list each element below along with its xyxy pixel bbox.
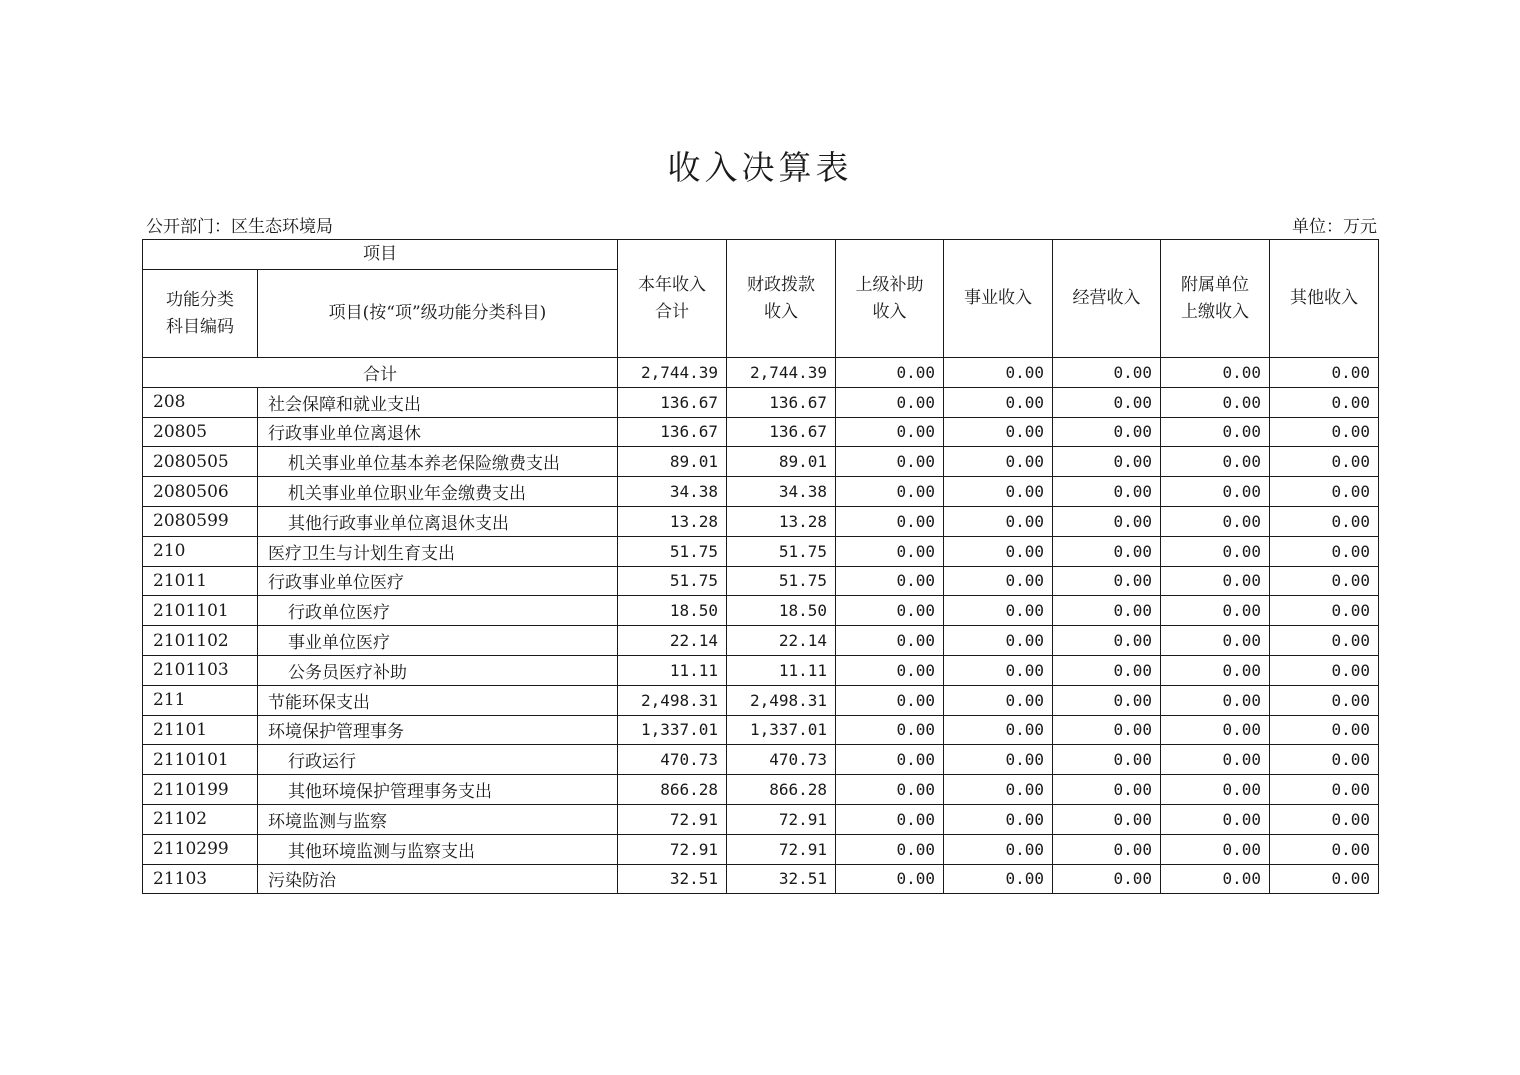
row-value: 0.00 bbox=[1161, 834, 1270, 864]
total-cell: 0.00 bbox=[1053, 358, 1161, 388]
row-value: 0.00 bbox=[836, 596, 944, 626]
row-value: 18.50 bbox=[618, 596, 727, 626]
row-value: 11.11 bbox=[727, 655, 836, 685]
row-value: 0.00 bbox=[1270, 864, 1379, 894]
row-value: 136.67 bbox=[727, 387, 836, 417]
row-value: 0.00 bbox=[944, 715, 1053, 745]
total-cell: 2,744.39 bbox=[727, 358, 836, 388]
row-value: 0.00 bbox=[1161, 804, 1270, 834]
row-value: 0.00 bbox=[1161, 417, 1270, 447]
row-value: 0.00 bbox=[1270, 626, 1379, 656]
row-value: 34.38 bbox=[618, 477, 727, 507]
row-value: 0.00 bbox=[1270, 685, 1379, 715]
row-value: 0.00 bbox=[944, 775, 1053, 805]
row-value: 0.00 bbox=[944, 506, 1053, 536]
row-value: 0.00 bbox=[1270, 506, 1379, 536]
table-row bbox=[143, 477, 1379, 507]
row-value: 0.00 bbox=[836, 775, 944, 805]
row-code: 2101102 bbox=[143, 626, 258, 656]
row-value: 0.00 bbox=[944, 477, 1053, 507]
header-superior: 上级补助 收入 bbox=[836, 240, 944, 358]
unit-label: 单位：万元 bbox=[1292, 217, 1377, 237]
header-other: 其他收入 bbox=[1270, 240, 1379, 358]
row-value: 0.00 bbox=[1053, 417, 1161, 447]
row-code: 2101101 bbox=[143, 596, 258, 626]
row-value: 0.00 bbox=[836, 655, 944, 685]
row-value: 0.00 bbox=[1053, 745, 1161, 775]
row-value: 0.00 bbox=[1053, 775, 1161, 805]
row-value: 13.28 bbox=[727, 506, 836, 536]
row-value: 0.00 bbox=[1270, 745, 1379, 775]
table-row bbox=[143, 506, 1379, 536]
row-name: 事业单位医疗 bbox=[258, 626, 618, 656]
row-value: 89.01 bbox=[727, 447, 836, 477]
row-value: 32.51 bbox=[618, 864, 727, 894]
row-value: 0.00 bbox=[944, 685, 1053, 715]
row-value: 0.00 bbox=[1270, 387, 1379, 417]
row-code: 2080505 bbox=[143, 447, 258, 477]
row-value: 0.00 bbox=[1270, 447, 1379, 477]
row-name: 环境监测与监察 bbox=[258, 804, 618, 834]
row-value: 0.00 bbox=[1161, 715, 1270, 745]
row-value: 0.00 bbox=[1270, 417, 1379, 447]
row-value: 0.00 bbox=[1053, 685, 1161, 715]
row-value: 72.91 bbox=[727, 834, 836, 864]
row-name: 行政运行 bbox=[258, 745, 618, 775]
row-value: 0.00 bbox=[1161, 745, 1270, 775]
total-cell: 0.00 bbox=[836, 358, 944, 388]
row-value: 0.00 bbox=[944, 626, 1053, 656]
row-value: 1,337.01 bbox=[618, 715, 727, 745]
total-label: 合计 bbox=[143, 358, 618, 388]
table-row bbox=[143, 775, 1379, 805]
row-code: 211 bbox=[143, 685, 258, 715]
row-value: 0.00 bbox=[1053, 864, 1161, 894]
row-value: 0.00 bbox=[1053, 596, 1161, 626]
row-value: 0.00 bbox=[1053, 804, 1161, 834]
row-value: 0.00 bbox=[1053, 626, 1161, 656]
row-value: 0.00 bbox=[1161, 655, 1270, 685]
row-value: 0.00 bbox=[1270, 566, 1379, 596]
total-cell: 0.00 bbox=[1161, 358, 1270, 388]
row-value: 72.91 bbox=[618, 834, 727, 864]
header-fiscal: 财政拨款 收入 bbox=[727, 240, 836, 358]
row-value: 51.75 bbox=[727, 566, 836, 596]
row-value: 0.00 bbox=[1053, 715, 1161, 745]
header-name: 项目(按“项”级功能分类科目) bbox=[258, 270, 618, 358]
row-value: 0.00 bbox=[836, 834, 944, 864]
row-value: 51.75 bbox=[618, 536, 727, 566]
row-code: 2110299 bbox=[143, 834, 258, 864]
row-value: 0.00 bbox=[944, 804, 1053, 834]
row-value: 0.00 bbox=[1161, 447, 1270, 477]
row-value: 0.00 bbox=[1161, 685, 1270, 715]
row-value: 0.00 bbox=[1270, 804, 1379, 834]
row-value: 0.00 bbox=[1053, 834, 1161, 864]
table-row bbox=[143, 387, 1379, 417]
table-row bbox=[143, 745, 1379, 775]
row-value: 0.00 bbox=[1270, 477, 1379, 507]
row-value: 0.00 bbox=[1053, 655, 1161, 685]
row-name: 其他环境保护管理事务支出 bbox=[258, 775, 618, 805]
row-name: 行政单位医疗 bbox=[258, 596, 618, 626]
row-value: 0.00 bbox=[836, 566, 944, 596]
row-value: 0.00 bbox=[836, 745, 944, 775]
row-name: 行政事业单位医疗 bbox=[258, 566, 618, 596]
row-value: 0.00 bbox=[836, 804, 944, 834]
row-value: 0.00 bbox=[1053, 477, 1161, 507]
row-value: 51.75 bbox=[618, 566, 727, 596]
row-code: 2080599 bbox=[143, 506, 258, 536]
row-value: 0.00 bbox=[1053, 506, 1161, 536]
row-value: 866.28 bbox=[727, 775, 836, 805]
row-value: 0.00 bbox=[944, 745, 1053, 775]
row-value: 0.00 bbox=[1270, 655, 1379, 685]
row-value: 136.67 bbox=[618, 387, 727, 417]
row-value: 0.00 bbox=[836, 864, 944, 894]
row-value: 0.00 bbox=[1270, 536, 1379, 566]
row-value: 0.00 bbox=[1161, 596, 1270, 626]
row-value: 0.00 bbox=[1161, 477, 1270, 507]
row-value: 0.00 bbox=[1053, 536, 1161, 566]
row-value: 0.00 bbox=[836, 417, 944, 447]
row-value: 0.00 bbox=[836, 715, 944, 745]
row-value: 0.00 bbox=[944, 834, 1053, 864]
row-code: 20805 bbox=[143, 417, 258, 447]
row-value: 51.75 bbox=[727, 536, 836, 566]
row-code: 21011 bbox=[143, 566, 258, 596]
header-total: 本年收入 合计 bbox=[618, 240, 727, 358]
table-row bbox=[143, 864, 1379, 894]
row-name: 污染防治 bbox=[258, 864, 618, 894]
row-name: 其他环境监测与监察支出 bbox=[258, 834, 618, 864]
row-code: 21102 bbox=[143, 804, 258, 834]
row-value: 0.00 bbox=[1270, 596, 1379, 626]
row-code: 2110101 bbox=[143, 745, 258, 775]
row-value: 0.00 bbox=[1053, 447, 1161, 477]
row-value: 136.67 bbox=[618, 417, 727, 447]
row-value: 0.00 bbox=[944, 566, 1053, 596]
header-project: 项目 bbox=[143, 240, 618, 270]
row-value: 0.00 bbox=[944, 655, 1053, 685]
row-value: 0.00 bbox=[836, 626, 944, 656]
row-value: 0.00 bbox=[836, 536, 944, 566]
row-value: 0.00 bbox=[1053, 566, 1161, 596]
total-row bbox=[143, 358, 1379, 388]
row-value: 136.67 bbox=[727, 417, 836, 447]
row-value: 32.51 bbox=[727, 864, 836, 894]
row-value: 2,498.31 bbox=[727, 685, 836, 715]
row-name: 其他行政事业单位离退休支出 bbox=[258, 506, 618, 536]
row-name: 行政事业单位离退休 bbox=[258, 417, 618, 447]
table-row bbox=[143, 417, 1379, 447]
row-code: 2101103 bbox=[143, 655, 258, 685]
row-value: 0.00 bbox=[944, 417, 1053, 447]
row-value: 470.73 bbox=[727, 745, 836, 775]
header-code: 功能分类 科目编码 bbox=[143, 270, 258, 358]
row-code: 208 bbox=[143, 387, 258, 417]
row-value: 1,337.01 bbox=[727, 715, 836, 745]
row-value: 13.28 bbox=[618, 506, 727, 536]
row-code: 21103 bbox=[143, 864, 258, 894]
row-value: 18.50 bbox=[727, 596, 836, 626]
department-label: 公开部门：区生态环境局 bbox=[146, 217, 333, 237]
table-row bbox=[143, 834, 1379, 864]
row-value: 89.01 bbox=[618, 447, 727, 477]
row-value: 0.00 bbox=[836, 387, 944, 417]
row-name: 医疗卫生与计划生育支出 bbox=[258, 536, 618, 566]
total-cell: 0.00 bbox=[944, 358, 1053, 388]
row-value: 0.00 bbox=[1161, 775, 1270, 805]
row-value: 0.00 bbox=[1053, 387, 1161, 417]
row-value: 0.00 bbox=[944, 447, 1053, 477]
table-row bbox=[143, 685, 1379, 715]
row-value: 72.91 bbox=[727, 804, 836, 834]
row-value: 866.28 bbox=[618, 775, 727, 805]
row-value: 22.14 bbox=[727, 626, 836, 656]
table-row bbox=[143, 447, 1379, 477]
row-value: 0.00 bbox=[944, 387, 1053, 417]
table-row bbox=[143, 536, 1379, 566]
row-value: 470.73 bbox=[618, 745, 727, 775]
row-code: 2080506 bbox=[143, 477, 258, 507]
row-value: 0.00 bbox=[836, 447, 944, 477]
row-code: 210 bbox=[143, 536, 258, 566]
row-value: 0.00 bbox=[1161, 506, 1270, 536]
row-name: 机关事业单位基本养老保险缴费支出 bbox=[258, 447, 618, 477]
table-row bbox=[143, 655, 1379, 685]
total-cell: 2,744.39 bbox=[618, 358, 727, 388]
row-value: 0.00 bbox=[1161, 626, 1270, 656]
row-value: 0.00 bbox=[944, 536, 1053, 566]
row-value: 2,498.31 bbox=[618, 685, 727, 715]
row-code: 2110199 bbox=[143, 775, 258, 805]
row-name: 公务员医疗补助 bbox=[258, 655, 618, 685]
row-value: 0.00 bbox=[836, 477, 944, 507]
row-value: 0.00 bbox=[1270, 715, 1379, 745]
total-cell: 0.00 bbox=[1270, 358, 1379, 388]
table-row bbox=[143, 596, 1379, 626]
row-code: 21101 bbox=[143, 715, 258, 745]
row-value: 0.00 bbox=[1161, 387, 1270, 417]
row-value: 0.00 bbox=[836, 685, 944, 715]
row-name: 机关事业单位职业年金缴费支出 bbox=[258, 477, 618, 507]
row-value: 0.00 bbox=[1161, 536, 1270, 566]
header-operating: 经营收入 bbox=[1053, 240, 1161, 358]
row-name: 节能环保支出 bbox=[258, 685, 618, 715]
header-business: 事业收入 bbox=[944, 240, 1053, 358]
page-title: 收入决算表 bbox=[667, 148, 853, 187]
row-name: 环境保护管理事务 bbox=[258, 715, 618, 745]
table-row bbox=[143, 626, 1379, 656]
income-table bbox=[142, 239, 1379, 894]
row-value: 0.00 bbox=[1161, 864, 1270, 894]
header-affiliated: 附属单位 上缴收入 bbox=[1161, 240, 1270, 358]
row-value: 72.91 bbox=[618, 804, 727, 834]
row-value: 0.00 bbox=[944, 596, 1053, 626]
row-value: 0.00 bbox=[1270, 775, 1379, 805]
row-name: 社会保障和就业支出 bbox=[258, 387, 618, 417]
row-value: 34.38 bbox=[727, 477, 836, 507]
table-row bbox=[143, 804, 1379, 834]
table-row bbox=[143, 715, 1379, 745]
row-value: 22.14 bbox=[618, 626, 727, 656]
row-value: 0.00 bbox=[1270, 834, 1379, 864]
table-row bbox=[143, 566, 1379, 596]
row-value: 0.00 bbox=[1161, 566, 1270, 596]
row-value: 0.00 bbox=[944, 864, 1053, 894]
row-value: 0.00 bbox=[836, 506, 944, 536]
row-value: 11.11 bbox=[618, 655, 727, 685]
